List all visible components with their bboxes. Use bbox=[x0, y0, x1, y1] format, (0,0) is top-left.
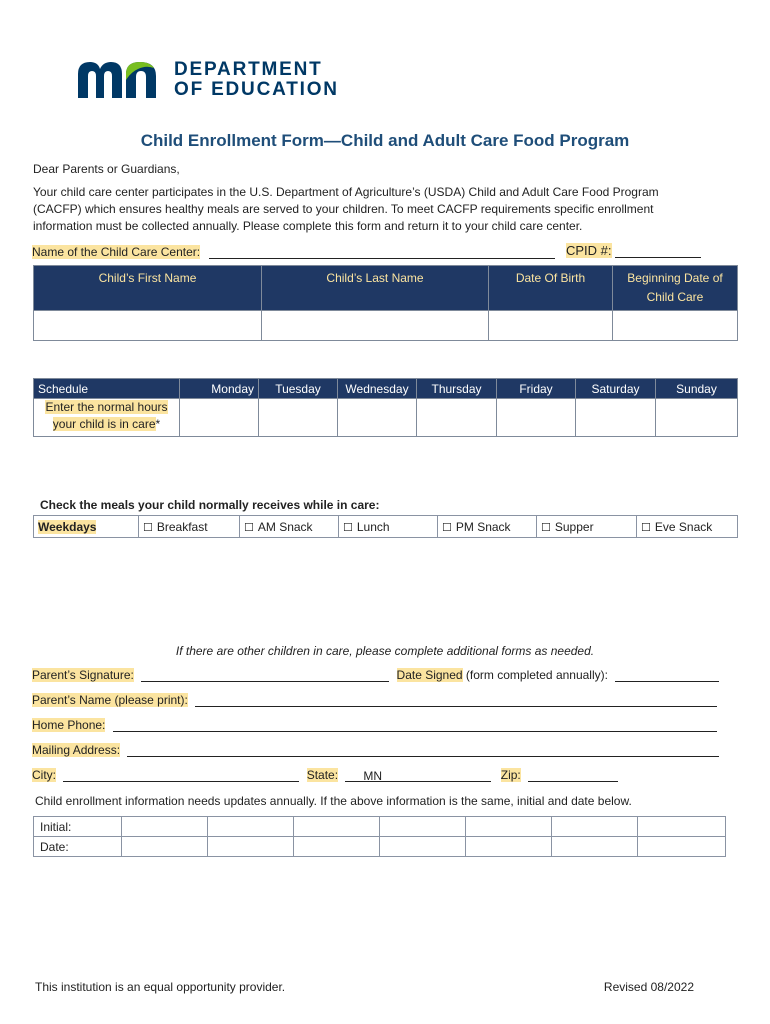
date-cell[interactable] bbox=[638, 837, 726, 857]
cpid-field[interactable] bbox=[615, 244, 701, 258]
schedule-table bbox=[33, 378, 738, 437]
meal-option-supper[interactable] bbox=[537, 516, 637, 538]
signature-field[interactable] bbox=[141, 668, 389, 682]
initial-cell[interactable] bbox=[466, 817, 552, 837]
meal-option-am-snack[interactable] bbox=[240, 516, 339, 538]
hours-friday-cell[interactable] bbox=[497, 399, 576, 437]
zip-field[interactable] bbox=[528, 768, 618, 782]
date-cell[interactable] bbox=[552, 837, 638, 857]
meal-option-eve-snack[interactable] bbox=[637, 516, 738, 538]
parent-name-field[interactable] bbox=[195, 693, 717, 707]
date-cell[interactable] bbox=[208, 837, 294, 857]
intro-paragraph bbox=[33, 184, 659, 235]
annual-update-table bbox=[33, 816, 726, 857]
signature-row bbox=[32, 668, 719, 682]
hours-row-label-text: Enter the normal hours your child is in care bbox=[45, 400, 168, 431]
form-title: Child Enrollment Form—Child and Adult Care Food Program bbox=[140, 131, 630, 150]
initial-cell[interactable] bbox=[380, 817, 466, 837]
cpid-row bbox=[566, 243, 701, 258]
header-thursday: Thursday bbox=[417, 379, 497, 399]
home-phone-row bbox=[32, 718, 717, 732]
date-signed-label: Date Signed bbox=[396, 668, 463, 682]
department-of-education-logo-text bbox=[174, 60, 339, 100]
header-schedule: Schedule bbox=[34, 379, 180, 399]
date-signed-field[interactable] bbox=[615, 668, 719, 682]
mailing-address-field[interactable] bbox=[127, 743, 719, 757]
greeting: Dear Parents or Guardians, bbox=[33, 162, 180, 176]
date-cell[interactable] bbox=[122, 837, 208, 857]
city-field[interactable] bbox=[63, 768, 299, 782]
hours-row-label bbox=[34, 399, 180, 437]
hours-saturday-cell[interactable] bbox=[576, 399, 656, 437]
header-tuesday: Tuesday bbox=[259, 379, 338, 399]
additional-children-note: If there are other children in care, please complete additional forms as needed. bbox=[175, 644, 595, 658]
zip-label: Zip: bbox=[500, 768, 521, 782]
meal-option-lunch[interactable] bbox=[339, 516, 438, 538]
checkbox-icon[interactable]: ☐ bbox=[541, 520, 551, 534]
hours-row-asterisk: * bbox=[155, 417, 161, 431]
weekdays-label: Weekdays bbox=[38, 519, 97, 534]
child-info-table bbox=[33, 265, 738, 341]
date-of-birth-cell[interactable] bbox=[489, 311, 613, 341]
state-label: State: bbox=[306, 768, 339, 782]
initial-cell[interactable] bbox=[638, 817, 726, 837]
city-label: City: bbox=[32, 768, 56, 782]
footer-equal-opportunity: This institution is an equal opportunity provider. bbox=[35, 980, 286, 994]
mailing-address-label: Mailing Address: bbox=[32, 743, 121, 757]
beginning-date-cell[interactable] bbox=[613, 311, 738, 341]
parent-name-row bbox=[32, 693, 717, 707]
date-cell[interactable] bbox=[466, 837, 552, 857]
meal-option-label: Supper bbox=[554, 519, 594, 534]
hours-wednesday-cell[interactable] bbox=[338, 399, 417, 437]
checkbox-icon[interactable]: ☐ bbox=[143, 520, 153, 534]
intro-line: information must be collected annually. Please complete this form and return it to your child care center. bbox=[33, 219, 583, 233]
checkbox-icon[interactable]: ☐ bbox=[244, 520, 254, 534]
date-signed-suffix: (form completed annually): bbox=[462, 668, 608, 682]
initial-label: Initial: bbox=[34, 817, 122, 837]
header-friday: Friday bbox=[497, 379, 576, 399]
meal-option-label: Breakfast bbox=[156, 519, 208, 534]
header-sunday: Sunday bbox=[656, 379, 738, 399]
home-phone-label: Home Phone: bbox=[32, 718, 106, 732]
meal-option-label: Eve Snack bbox=[654, 519, 713, 534]
date-cell[interactable] bbox=[294, 837, 380, 857]
checkbox-icon[interactable]: ☐ bbox=[442, 520, 452, 534]
meal-option-label: Lunch bbox=[356, 519, 390, 534]
initial-cell[interactable] bbox=[294, 817, 380, 837]
intro-line: (CACFP) which ensures healthy meals are served to your children. To meet CACFP requirements specific enrollment bbox=[33, 202, 654, 216]
state-field[interactable]: MN bbox=[345, 769, 491, 782]
header-saturday: Saturday bbox=[576, 379, 656, 399]
date-label: Date: bbox=[34, 837, 122, 857]
initial-cell[interactable] bbox=[122, 817, 208, 837]
cpid-label: CPID #: bbox=[566, 243, 612, 258]
checkbox-icon[interactable]: ☐ bbox=[641, 520, 651, 534]
child-last-name-cell[interactable] bbox=[262, 311, 489, 341]
initial-cell[interactable] bbox=[208, 817, 294, 837]
checkbox-icon[interactable]: ☐ bbox=[343, 520, 353, 534]
date-cell[interactable] bbox=[380, 837, 466, 857]
hours-thursday-cell[interactable] bbox=[417, 399, 497, 437]
header-beginning-date: Beginning Date of Child Care bbox=[613, 266, 738, 311]
home-phone-field[interactable] bbox=[113, 718, 717, 732]
mailing-address-row bbox=[32, 743, 719, 757]
parent-name-label: Parent’s Name (please print): bbox=[32, 693, 188, 707]
meal-option-label: AM Snack bbox=[257, 519, 313, 534]
header-monday: Monday bbox=[180, 379, 259, 399]
header-wednesday: Wednesday bbox=[338, 379, 417, 399]
hours-sunday-cell[interactable] bbox=[656, 399, 738, 437]
mn-logo-icon bbox=[76, 60, 160, 100]
weekdays-cell bbox=[34, 516, 139, 538]
child-first-name-cell[interactable] bbox=[34, 311, 262, 341]
logo-line2: OF EDUCATION bbox=[174, 79, 339, 100]
meals-prompt: Check the meals your child normally receives while in care: bbox=[40, 498, 380, 512]
header-child-first-name: Child’s First Name bbox=[34, 266, 262, 311]
hours-tuesday-cell[interactable] bbox=[259, 399, 338, 437]
meal-option-label: PM Snack bbox=[455, 519, 511, 534]
center-name-field[interactable] bbox=[209, 245, 555, 259]
meal-option-pm-snack[interactable] bbox=[438, 516, 537, 538]
meal-option-breakfast[interactable] bbox=[139, 516, 240, 538]
annual-update-note: Child enrollment information needs updates annually. If the above information is the same, initial and date below. bbox=[35, 794, 632, 808]
signature-label: Parent’s Signature: bbox=[32, 668, 134, 682]
logo-line1: DEPARTMENT bbox=[174, 59, 323, 80]
header-date-of-birth: Date Of Birth bbox=[489, 266, 613, 311]
hours-monday-cell[interactable] bbox=[180, 399, 259, 437]
center-name-label: Name of the Child Care Center: bbox=[32, 245, 201, 259]
meals-table bbox=[33, 515, 738, 538]
initial-cell[interactable] bbox=[552, 817, 638, 837]
intro-line: Your child care center participates in the U.S. Department of Agriculture’s (USDA) Child and Adult Care Food Program bbox=[33, 185, 659, 199]
center-name-row bbox=[32, 245, 555, 259]
header-child-last-name: Child’s Last Name bbox=[262, 266, 489, 311]
footer-revised-date: Revised 08/2022 bbox=[603, 980, 694, 994]
city-state-zip-row bbox=[32, 768, 618, 782]
